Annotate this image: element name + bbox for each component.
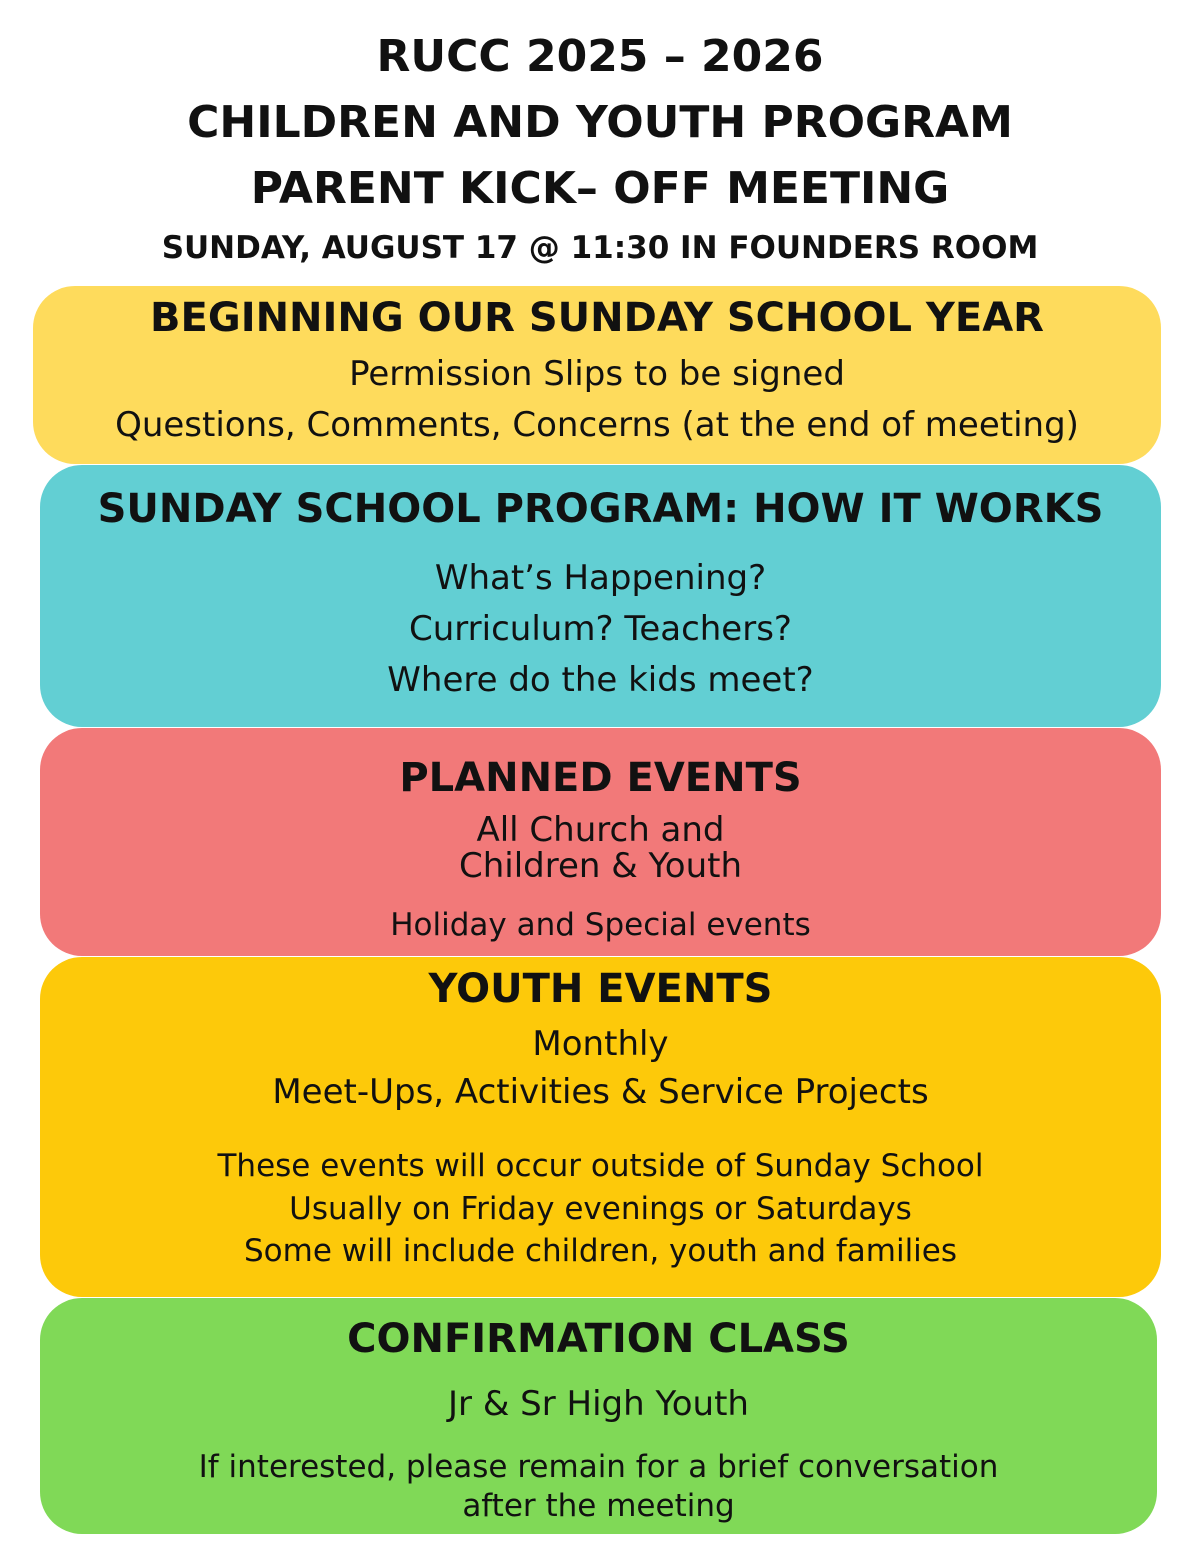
beginning-line-1: Permission Slips to be signed xyxy=(349,354,845,394)
title-line-2: CHILDREN AND YOUTH PROGRAM xyxy=(187,97,1013,148)
youth-events-line-2: Meet-Ups, Activities & Service Projects xyxy=(272,1072,929,1112)
how-it-works-title: SUNDAY SCHOOL PROGRAM: HOW IT WORKS xyxy=(97,486,1104,532)
youth-events-line-5: Some will include children, youth and families xyxy=(243,1233,958,1269)
confirmation-line-2: If interested, please remain for a brief conversation xyxy=(198,1449,999,1485)
how-it-works-line-2: Curriculum? Teachers? xyxy=(409,609,792,649)
youth-events-line-4: Usually on Friday evenings or Saturdays xyxy=(289,1191,912,1227)
planned-events-line-2: Children & Youth xyxy=(458,846,743,886)
how-it-works-line-3: Where do the kids meet? xyxy=(387,660,814,700)
beginning-section xyxy=(33,286,1161,464)
planned-events-line-1: All Church and xyxy=(476,810,725,850)
confirmation-line-3: after the meeting xyxy=(462,1488,735,1524)
beginning-line-2: Questions, Comments, Concerns (at the end of meeting) xyxy=(115,405,1079,445)
planned-events-line-3: Holiday and Special events xyxy=(390,907,811,943)
how-it-works-section xyxy=(40,465,1161,727)
flyer-header xyxy=(0,0,1200,280)
planned-events-title: PLANNED EVENTS xyxy=(399,755,802,801)
how-it-works-line-1: What’s Happening? xyxy=(434,558,767,598)
confirmation-title: CONFIRMATION CLASS xyxy=(347,1316,850,1362)
youth-events-title: YOUTH EVENTS xyxy=(428,966,773,1012)
confirmation-section xyxy=(40,1298,1157,1534)
planned-events-section xyxy=(40,728,1161,956)
confirmation-line-1: Jr & Sr High Youth xyxy=(448,1384,749,1424)
title-line-1: RUCC 2025 – 2026 xyxy=(376,31,824,82)
youth-events-line-1: Monthly xyxy=(532,1024,669,1064)
beginning-title: BEGINNING OUR SUNDAY SCHOOL YEAR xyxy=(150,295,1044,341)
meeting-date-location: SUNDAY, AUGUST 17 @ 11:30 IN FOUNDERS ROOM xyxy=(161,230,1039,266)
youth-events-line-3: These events will occur outside of Sunday School xyxy=(217,1148,984,1184)
title-line-3: PARENT KICK– OFF MEETING xyxy=(250,163,950,214)
youth-events-section xyxy=(40,957,1161,1297)
